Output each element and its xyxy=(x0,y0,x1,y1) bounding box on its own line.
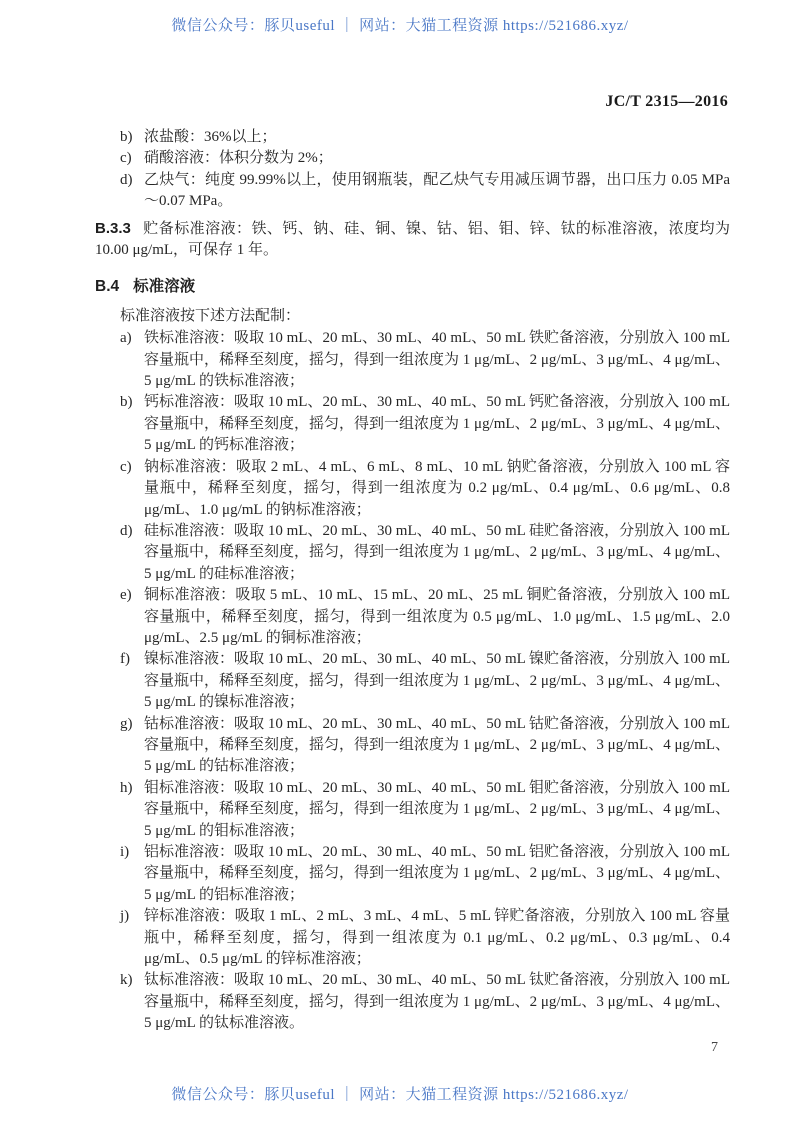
list-item-text: 乙炔气：纯度 99.99%以上，使用钢瓶装，配乙炔气专用减压调节器，出口压力 0.05 MPa～0.07 MPa。 xyxy=(144,171,730,210)
list-item-label: a) xyxy=(120,330,132,347)
section-b4-heading xyxy=(95,276,730,297)
promo-banner-top: 微信公众号：豚贝useful ｜ 网站：大猫工程资源 https://521686.xyz/ xyxy=(171,18,629,34)
list-item-label: b) xyxy=(120,394,133,411)
list-item xyxy=(120,842,730,906)
list-item-text: 钼标准溶液：吸取 10 mL、20 mL、30 mL、40 mL、50 mL 钼贮备溶液，分别放入 100 mL 容量瓶中，稀释至刻度，摇匀，得到一组浓度为 1 μg/mL、2 μg/mL、3 μg/mL、4 μg/mL、5 μg/mL 的钼标准溶液； xyxy=(144,779,730,839)
list-item-text: 钙标准溶液：吸取 10 mL、20 mL、30 mL、40 mL、50 mL 钙贮备溶液，分别放入 100 mL 容量瓶中，稀释至刻度，摇匀，得到一组浓度为 1 μg/mL、2 μg/mL、3 μg/mL、4 μg/mL、5 μg/mL 的钙标准溶液； xyxy=(144,394,730,454)
list-item-text: 钴标准溶液：吸取 10 mL、20 mL、30 mL、40 mL、50 mL 钴贮备溶液，分别放入 100 mL 容量瓶中，稀释至刻度，摇匀，得到一组浓度为 1 μg/mL、2 μg/mL、3 μg/mL、4 μg/mL、5 μg/mL 的钴标准溶液； xyxy=(144,715,730,775)
section-b4-intro: 标准溶液按下述方法配制： xyxy=(120,307,301,324)
list-item-text: 锌标准溶液：吸取 1 mL、2 mL、3 mL、4 mL、5 mL 锌贮备溶液，分别放入 100 mL 容量瓶中，稀释至刻度，摇匀，得到一组浓度为 0.1 μg/mL、0.2 μg/mL、0.3 μg/mL、0.4 μg/mL、0.5 μg/mL 的锌标准溶液； xyxy=(144,908,730,968)
standard-number: JC/T 2315—2016 xyxy=(605,93,728,110)
list-item-label: k) xyxy=(120,972,133,989)
list-item-label: g) xyxy=(120,715,133,732)
list-item-text: 铁标准溶液：吸取 10 mL、20 mL、30 mL、40 mL、50 mL 铁贮备溶液，分别放入 100 mL 容量瓶中，稀释至刻度，摇匀，得到一组浓度为 1 μg/mL、2 μg/mL、3 μg/mL、4 μg/mL、5 μg/mL 的铁标准溶液； xyxy=(144,330,730,390)
list-item xyxy=(120,906,730,970)
list-item-text: 铜标准溶液：吸取 5 mL、10 mL、15 mL、20 mL、25 mL 铜贮备溶液，分别放入 100 mL 容量瓶中，稀释至刻度，摇匀，得到一组浓度为 0.5 μg/mL、1.0 μg/mL、1.5 μg/mL、2.0 μg/mL、2.5 μg/mL 的铜标准溶液； xyxy=(144,587,730,646)
list-item xyxy=(120,127,730,148)
list-item-label: f) xyxy=(120,651,130,668)
list-item-text: 硝酸溶液：体积分数为 2%； xyxy=(144,150,333,167)
list-item-label: c) xyxy=(120,150,132,167)
list-item-text: 钛标准溶液：吸取 10 mL、20 mL、30 mL、40 mL、50 mL 钛贮备溶液，分别放入 100 mL 容量瓶中，稀释至刻度，摇匀，得到一组浓度为 1 μg/mL、2 μg/mL、3 μg/mL、4 μg/mL、5 μg/mL 的钛标准溶液。 xyxy=(144,972,730,1032)
promo-banner-bottom: 微信公众号：豚贝useful ｜ 网站：大猫工程资源 https://521686.xyz/ xyxy=(171,1087,629,1103)
list-item-label: j) xyxy=(120,908,130,925)
list-item xyxy=(120,649,730,713)
list-item-text: 铝标准溶液：吸取 10 mL、20 mL、30 mL、40 mL、50 mL 铝贮备溶液，分别放入 100 mL 容量瓶中，稀释至刻度，摇匀，得到一组浓度为 1 μg/mL、2 μg/mL、3 μg/mL、4 μg/mL、5 μg/mL 的铝标准溶液； xyxy=(144,844,730,903)
list-item xyxy=(120,585,730,649)
clause-b33 xyxy=(95,218,730,262)
list-item-label: b) xyxy=(120,129,133,145)
list-item xyxy=(120,148,730,169)
list-item xyxy=(120,778,730,842)
list-item-label: i) xyxy=(120,844,130,860)
list-item-text: 浓盐酸：36%以上； xyxy=(144,129,277,145)
page-content xyxy=(95,127,730,1035)
list-item-label: d) xyxy=(120,522,133,539)
list-item-label: d) xyxy=(120,171,133,188)
list-item-label: h) xyxy=(120,779,133,796)
list-item-text: 镍标准溶液：吸取 10 mL、20 mL、30 mL、40 mL、50 mL 镍贮备溶液，分别放入 100 mL 容量瓶中，稀释至刻度，摇匀，得到一组浓度为 1 μg/mL、2 μg/mL、3 μg/mL、4 μg/mL、5 μg/mL 的镍标准溶液； xyxy=(144,651,730,711)
list-item-text: 钠标准溶液：吸取 2 mL、4 mL、6 mL、8 mL、10 mL 钠贮备溶液，分别放入 100 mL 容量瓶中，稀释至刻度，摇匀，得到一组浓度为 0.2 μg/mL、0.4 μg/mL、0.6 μg/mL、0.8 μg/mL、1.0 μg/mL 的钠标准溶液； xyxy=(144,458,730,518)
clause-b33-number: B.3.3 xyxy=(95,219,131,237)
list-item-label: e) xyxy=(120,587,132,604)
list-item xyxy=(120,970,730,1034)
list-item-label: c) xyxy=(120,458,132,475)
list-item xyxy=(120,714,730,778)
clause-b33-text: 贮备标准溶液：铁、钙、钠、硅、铜、镍、钴、铝、钼、锌、钛的标准溶液，浓度均为 10.00 μg/mL，可保存 1 年。 xyxy=(95,220,730,259)
page-number: 7 xyxy=(711,1040,718,1055)
list-item xyxy=(120,392,730,456)
section-b4-number: B.4 xyxy=(95,278,120,296)
section-b4-title: 标准溶液 xyxy=(133,278,196,296)
list-item-text: 硅标准溶液：吸取 10 mL、20 mL、30 mL、40 mL、50 mL 硅贮备溶液，分别放入 100 mL 容量瓶中，稀释至刻度，摇匀，得到一组浓度为 1 μg/mL、2 μg/mL、3 μg/mL、4 μg/mL、5 μg/mL 的硅标准溶液； xyxy=(144,522,730,582)
list-item xyxy=(120,328,730,392)
list-item xyxy=(120,170,730,213)
list-item xyxy=(120,521,730,585)
list-item xyxy=(120,457,730,521)
